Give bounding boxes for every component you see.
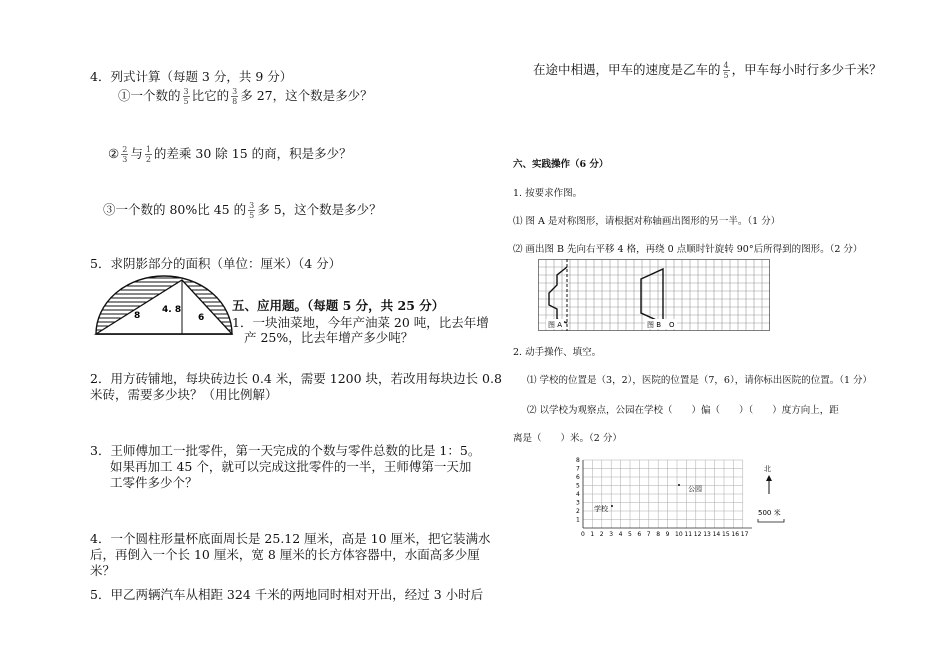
label-point-o: O <box>669 321 675 329</box>
app-q4-line2: 后，再倒入一个长 10 厘米，宽 8 厘米的长方体容器中，水面高多少厘 <box>90 547 480 562</box>
scale-label: 500 米 <box>758 509 781 517</box>
q4-part1-text-b: 比它的 <box>191 88 230 103</box>
app-q4-line3: 米？ <box>90 563 116 578</box>
x-tick-label: 13 <box>703 531 711 538</box>
task1: 1. 按要求作图。 <box>513 188 583 199</box>
section5-title: 五、应用题。（每题 5 分，共 25 分） <box>232 298 445 313</box>
app-q4-line1: 4．一个圆柱形量杯底面周长是 25.12 厘米，高是 10 厘米，把它装满水 <box>90 531 491 546</box>
x-tick-label: 5 <box>628 531 632 538</box>
x-tick-label: 4 <box>618 531 623 538</box>
label-school: 学校 <box>594 505 608 513</box>
app-q3-line2: 如果再加工 45 个，就可以完成这批零件的一半，王师傅第一天加 <box>110 459 472 474</box>
y-tick-label: 8 <box>576 457 580 464</box>
q4-part3: ③一个数的 80%比 45 的 $\frac{3}{5}$ 多 5，这个数是多少？ <box>103 201 382 220</box>
x-tick-label: 8 <box>656 531 661 538</box>
x-tick-label: 9 <box>665 531 670 538</box>
label-park: 公园 <box>688 485 702 493</box>
label-figure-a: 图 A <box>548 321 563 329</box>
shaded-area-figure <box>94 272 234 338</box>
x-tick-label: 10 <box>675 531 683 538</box>
school-point <box>611 505 613 507</box>
x-tick-label: 11 <box>684 531 693 538</box>
q4-title: 4．列式计算（每题 3 分，共 9 分） <box>90 69 293 84</box>
fraction: $\frac{1}{2}$ <box>145 145 151 164</box>
q4-part1-text-a: ①一个数的 <box>118 88 181 103</box>
y-tick-label: 6 <box>576 474 580 481</box>
y-tick-label: 4 <box>576 491 580 498</box>
x-tick-label: 16 <box>731 531 740 538</box>
task1a: ⑴ 图 A 是对称图形，请根据对称轴画出图形的另一半。（1 分） <box>513 216 781 227</box>
drawing-grid <box>538 259 770 331</box>
task1b: ⑵ 画出图 B 先向右平移 4 格，再绕 0 点顺时针旋转 90°后所得到的图形。（2 分） <box>513 244 863 255</box>
x-tick-label: 15 <box>722 531 730 538</box>
fraction: $\frac{3}{5}$ <box>183 87 189 106</box>
task2a: ⑴ 学校的位置是（3，2），医院的位置是（7，6），请你标出医院的位置。（1 分） <box>527 375 873 386</box>
north-label: 北 <box>764 465 771 473</box>
y-tick-label: 2 <box>576 508 580 515</box>
y-tick-label: 3 <box>576 499 580 507</box>
app-q3-line3: 工零件多少个？ <box>110 475 198 490</box>
app-q3-line1: 3．王师傅加工一批零件，第一天完成的个数与零件总数的比是 1：5。 <box>90 443 481 458</box>
app-q5-continuation: 在途中相遇，甲车的速度是乙车的 $\frac{4}{5}$ ，甲车每小时行多少千米？ <box>533 61 882 80</box>
q4-part1-text-c: 多 27，这个数是多少？ <box>240 88 373 103</box>
y-tick-label: 1 <box>576 516 580 524</box>
x-tick-label: 1 <box>590 531 595 538</box>
fraction: $\frac{3}{8}$ <box>232 87 238 106</box>
q4-part2: ② $\frac{2}{3}$ 与 $\frac{1}{2}$ 的差乘 30 除 15 的商，积是多少？ <box>108 145 352 164</box>
app-q5-line1: 5．甲乙两辆汽车从相距 324 千米的两地同时相对开出，经过 3 小时后 <box>90 587 484 602</box>
label-right: 6 <box>198 313 205 323</box>
x-tick-label: 14 <box>712 531 721 538</box>
q5-title: 5．求阴影部分的面积（单位：厘米）（4 分） <box>90 256 342 271</box>
coordinate-map <box>572 456 792 538</box>
task2: 2. 动手操作、填空。 <box>513 347 602 358</box>
app-q2-line2: 米砖，需要多少块？（用比例解） <box>90 387 278 402</box>
x-tick-label: 2 <box>599 531 604 538</box>
park-point <box>678 484 680 486</box>
y-tick-label: 5 <box>576 482 580 490</box>
x-tick-label: 6 <box>637 531 642 538</box>
app-q2-line1: 2．用方砖铺地，每块砖边长 0.4 米，需要 1200 块，若改用每块边长 0.8 <box>90 371 502 386</box>
fraction: $\frac{4}{5}$ <box>723 61 729 80</box>
label-figure-b: 图 B <box>647 321 662 329</box>
fraction: $\frac{2}{3}$ <box>122 145 128 164</box>
app-q1-line1: 1．一块油菜地，今年产油菜 20 吨，比去年增 <box>232 315 489 330</box>
x-tick-label: 0 <box>581 531 585 538</box>
x-tick-label: 17 <box>740 531 749 538</box>
fraction: $\frac{3}{5}$ <box>249 201 255 220</box>
q4-part1 <box>118 86 373 106</box>
scale-bar <box>758 519 784 522</box>
x-tick-label: 7 <box>646 531 651 538</box>
task2b: ⑵ 以学校为观察点，公园在学校（ ）偏（ ）（ ）度方向上，距 <box>527 405 839 416</box>
section6-title: 六、实践操作（6 分） <box>513 159 609 170</box>
figure-a-half <box>549 267 567 323</box>
label-left: 8 <box>134 311 141 321</box>
y-tick-label: 7 <box>576 465 580 473</box>
x-tick-label: 3 <box>609 531 614 538</box>
label-middle: 4. 8 <box>162 305 182 315</box>
x-tick-label: 12 <box>693 531 702 538</box>
task2c: 离是（ ）米。（2 分） <box>513 433 622 444</box>
app-q1-line2: 产 25%，比去年增产多少吨？ <box>244 330 414 345</box>
